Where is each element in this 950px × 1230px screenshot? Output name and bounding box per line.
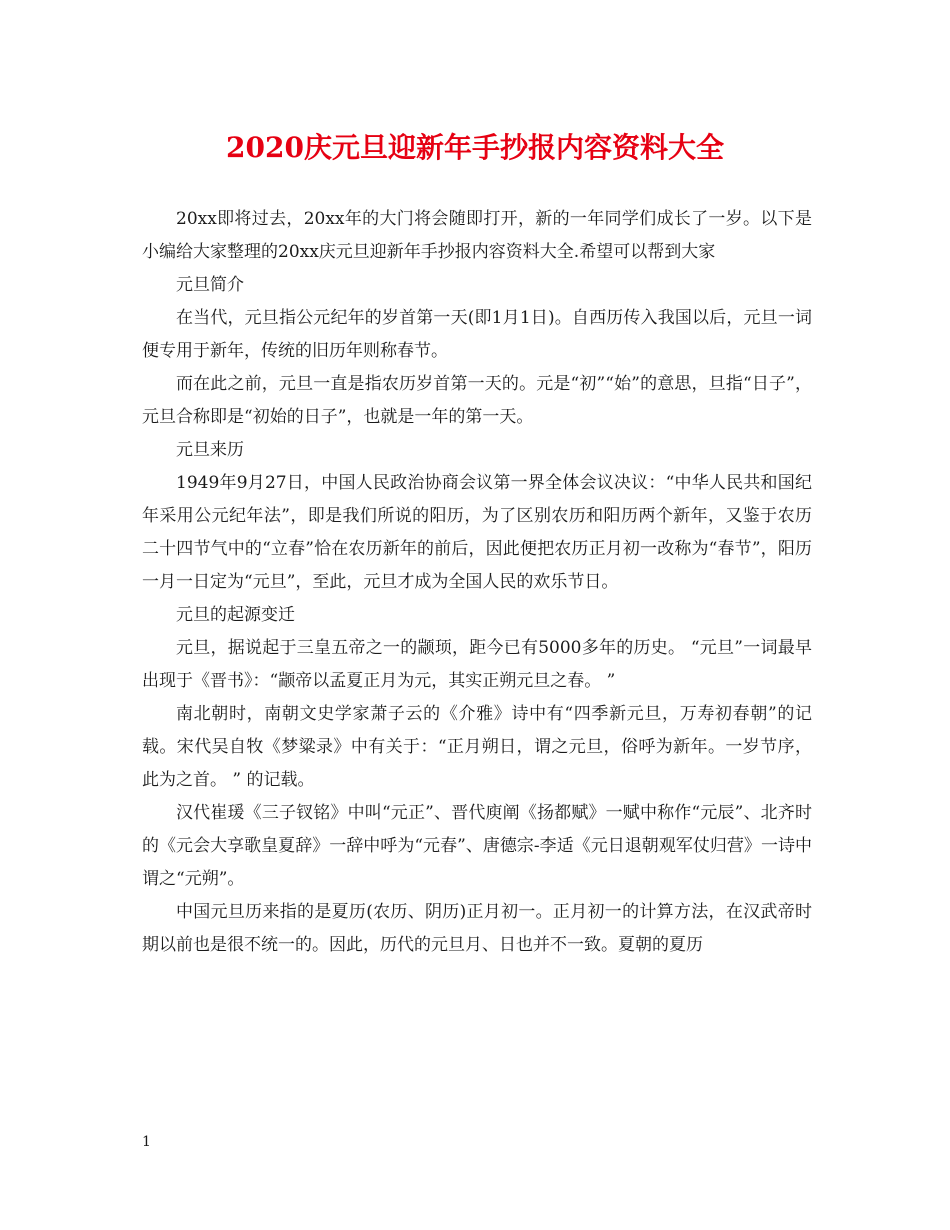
body-paragraph: 在当代，元旦指公元纪年的岁首第一天(即1月1日)。自西历传入我国以后，元旦一词便专用于新年，传统的旧历年则称春节。 <box>142 308 812 361</box>
section-heading-history: 元旦的起源变迁 <box>176 605 295 625</box>
body-paragraph: 南北朝时，南朝文史学家萧子云的《介雅》诗中有“四季新元旦，万寿初春朝”的记载。宋代吴自牧《梦粱录》中有关于：“正月朔日，谓之元旦，俗呼为新年。一岁节序，此为之首。 ” 的记载。 <box>142 704 812 790</box>
body-paragraph: 1949年9月27日，中国人民政治协商会议第一界全体会议决议：“中华人民共和国纪年采用公元纪年法”，即是我们所说的阳历，为了区别农历和阳历两个新年，又鉴于农历二十四节气中的“立春”恰在农历新年的前后，因此便把农历正月初一改称为“春节”，阳历一月一日定为“元旦”，至此，元旦才成为全国人民的欢乐节日。 <box>142 473 812 592</box>
body-paragraph: 而在此之前，元旦一直是指农历岁首第一天的。元是“初”“始”的意思，旦指“日子”，元旦合称即是“初始的日子”，也就是一年的第一天。 <box>142 374 812 427</box>
body-paragraph: 元旦，据说起于三皇五帝之一的颛顼，距今已有5000多年的历史。 “元旦”一词最早出现于《晋书》：“颛帝以孟夏正月为元，其实正朔元旦之春。 ” <box>142 638 812 691</box>
document-title: 2020庆元旦迎新年手抄报内容资料大全 <box>226 131 724 164</box>
document-body <box>142 203 812 962</box>
body-paragraph: 汉代崔瑗《三子钗铭》中叫“元正”、晋代庾阐《扬都赋》一赋中称作“元辰”、北齐时的《元会大享歌皇夏辞》一辞中呼为“元春”、唐德宗-李适《元日退朝观军仗归营》一诗中谓之“元朔”。 <box>142 803 812 889</box>
intro-paragraph: 20xx即将过去，20xx年的大门将会随即打开，新的一年同学们成长了一岁。以下是小编给大家整理的20xx庆元旦迎新年手抄报内容资料大全.希望可以帮到大家 <box>142 209 812 262</box>
section-heading-origin: 元旦来历 <box>176 440 244 460</box>
body-paragraph: 中国元旦历来指的是夏历(农历、阴历)正月初一。正月初一的计算方法，在汉武帝时期以前也是很不统一的。因此，历代的元旦月、日也并不一致。夏朝的夏历 <box>142 902 812 955</box>
section-heading-introduction: 元旦简介 <box>176 275 244 295</box>
page-number: 1 <box>142 1134 151 1150</box>
